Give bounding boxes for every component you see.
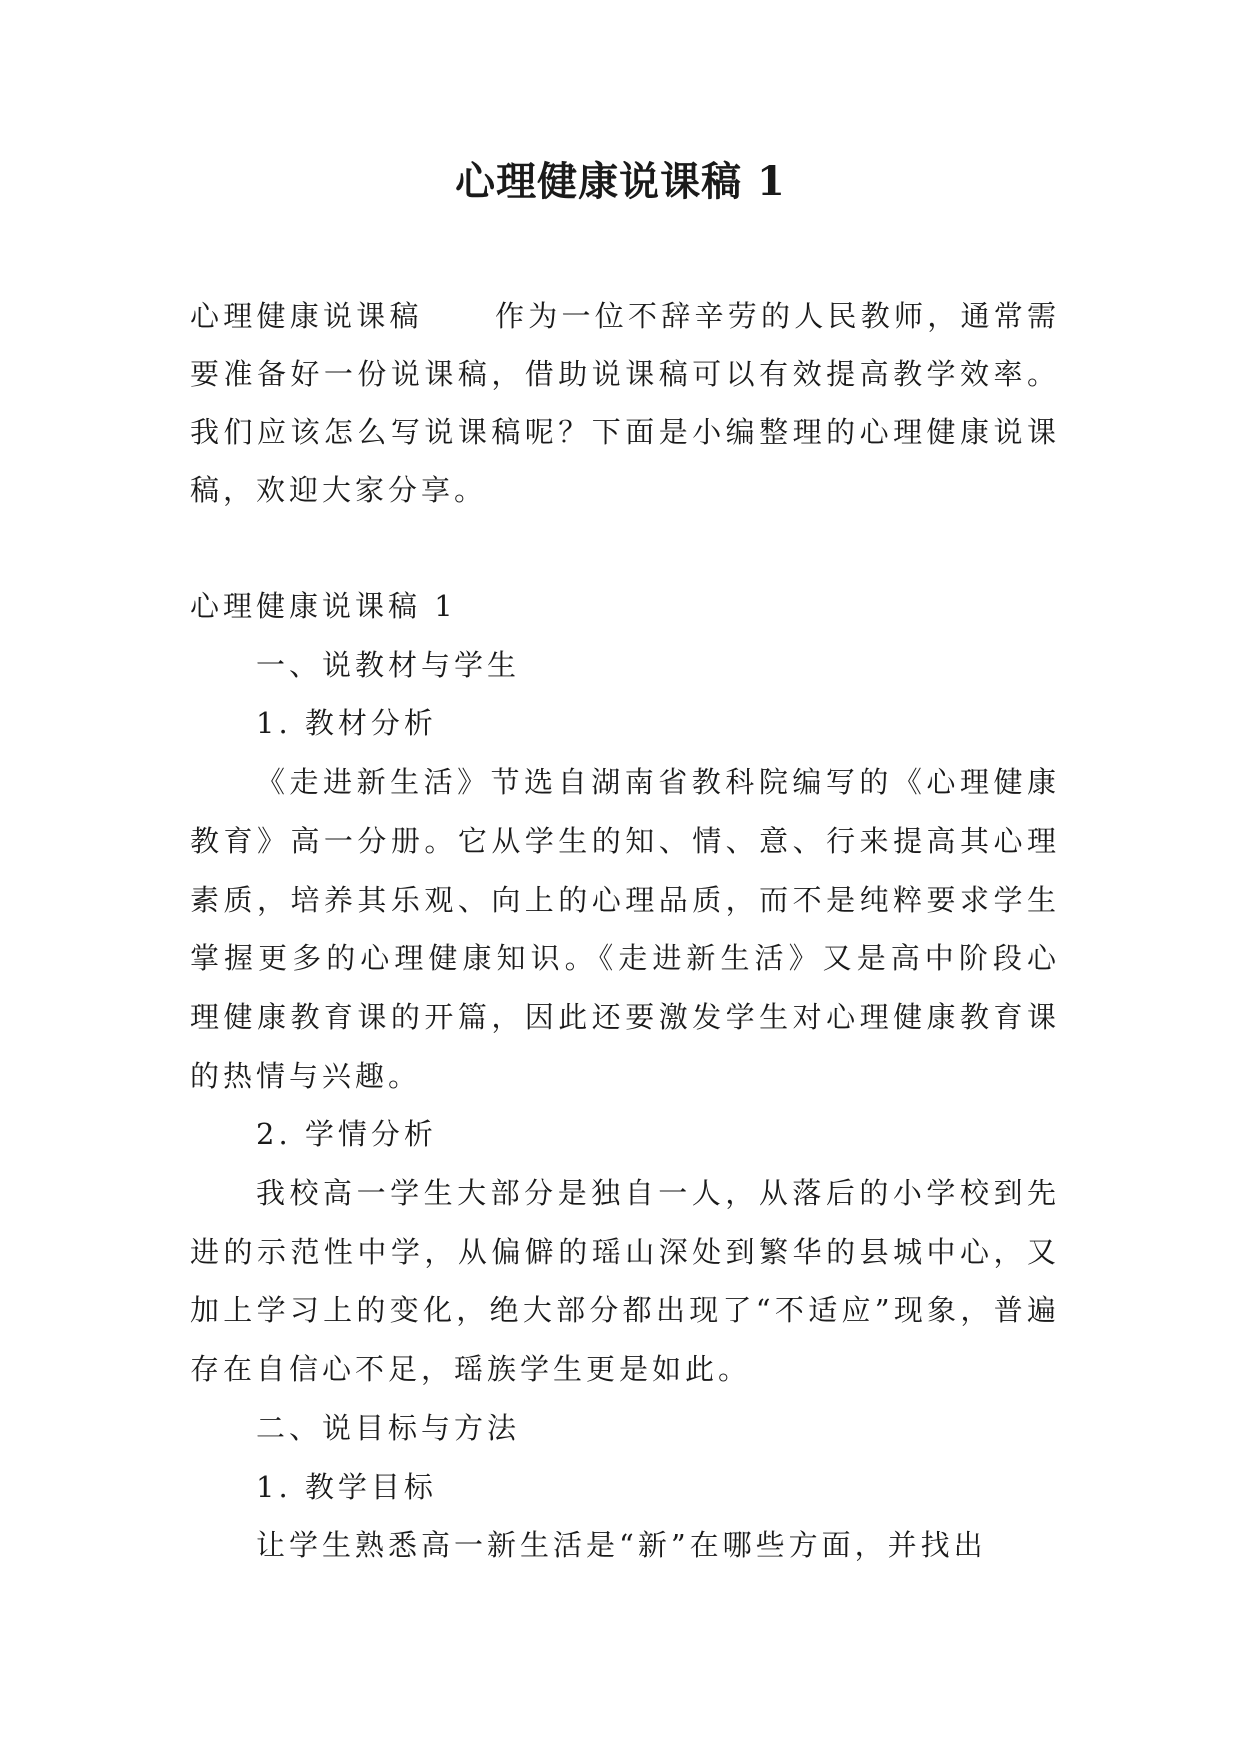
body-paragraph: 我校高一学生大部分是独自一人，从落后的小学校到先进的示范性中学，从偏僻的瑶山深处到繁华的县城中心，又加上学习上的变化，绝大部分都出现了“不适应”现象，普遍存在自信心不足，瑶族学生更是如此。 xyxy=(190,1176,1060,1387)
page-title: 心理健康说课稿 1 xyxy=(455,158,786,205)
part-heading-1: 一、说教材与学生 xyxy=(256,647,521,682)
document-body xyxy=(190,577,1060,1575)
body-paragraph: 《走进新生活》节选自湖南省教科院编写的《心理健康教育》高一分册。它从学生的知、情、意、行来提高其心理素质，培养其乐观、向上的心理品质，而不是纯粹要求学生掌握更多的心理健康知识。《走进新生活》又是高中阶段心理健康教育课的开篇，因此还要激发学生对心理健康教育课的热情与兴趣。 xyxy=(190,765,1060,1093)
subheading-student-analysis: 2. 学情分析 xyxy=(256,1117,437,1152)
intro-paragraph xyxy=(190,287,1060,519)
body-paragraph: 让学生熟悉高一新生活是“新”在哪些方面，并找出 xyxy=(256,1528,987,1563)
intro-body: 作为一位不辞辛劳的人民教师，通常需要准备好一份说课稿，借助说课稿可以有效提高教学效率。我们应该怎么写说课稿呢？下面是小编整理的心理健康说课稿，欢迎大家分享。 xyxy=(190,299,1060,507)
part-heading-2: 二、说目标与方法 xyxy=(256,1410,521,1445)
intro-lead: 心理健康说课稿 xyxy=(190,299,423,333)
subheading-textbook-analysis: 1. 教材分析 xyxy=(256,706,437,741)
section-heading: 心理健康说课稿 1 xyxy=(190,589,457,623)
subheading-teaching-goals: 1. 教学目标 xyxy=(256,1469,437,1504)
